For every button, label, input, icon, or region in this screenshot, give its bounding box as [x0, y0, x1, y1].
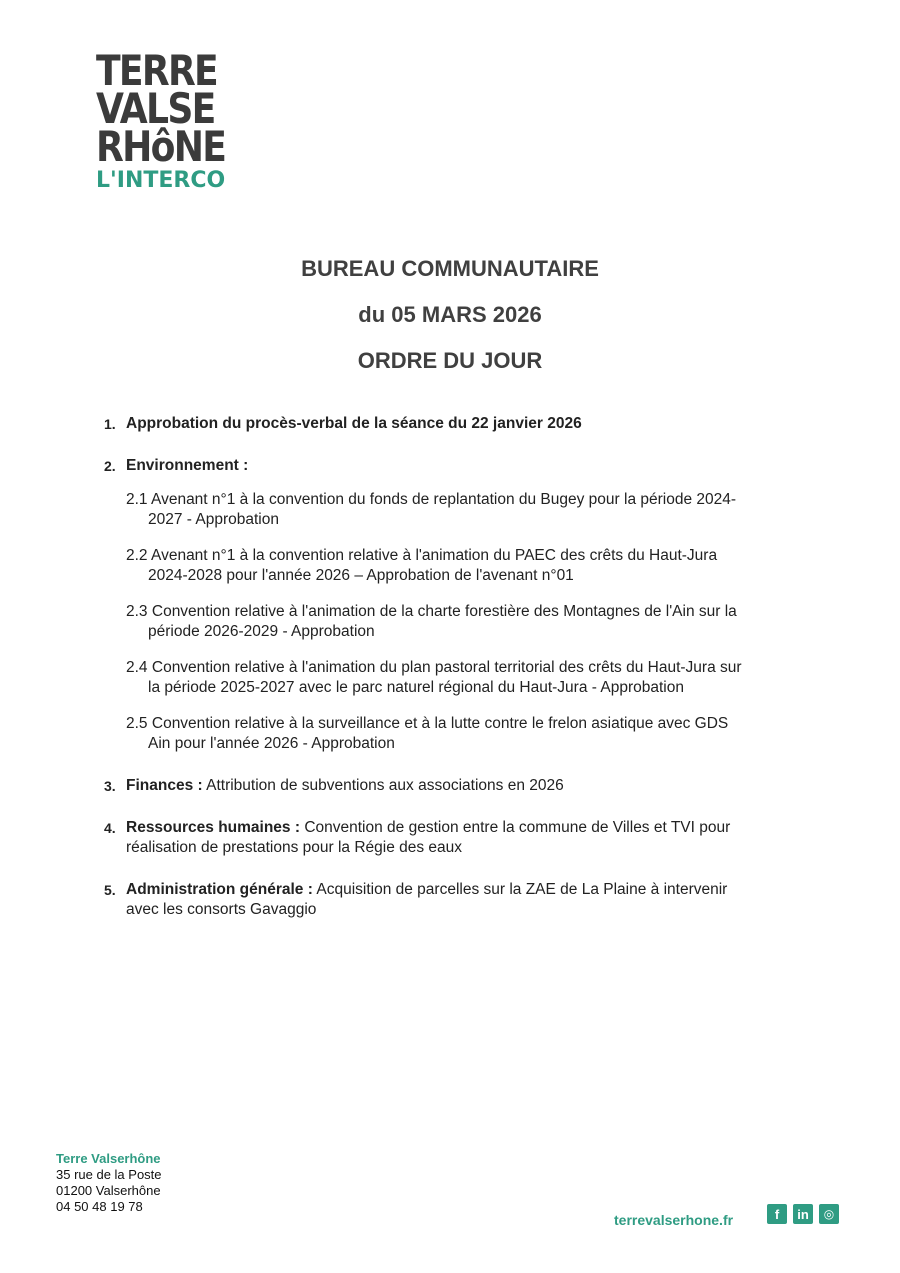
document-subtitle: ORDRE DU JOUR	[357, 348, 543, 373]
logo-line-3: RHôNE	[96, 122, 226, 171]
agenda-item-number: 3.	[104, 778, 116, 794]
document-title: BUREAU COMMUNAUTAIRE	[301, 256, 599, 281]
agenda-item-heading: Finances :	[126, 777, 203, 794]
agenda-list	[104, 414, 794, 942]
agenda-item-number: 5.	[104, 882, 116, 898]
sub-item-2-5	[126, 714, 794, 754]
sub-item-text: Convention relative à l'animation du plan pastoral territorial des crêts du Haut-Jura sur	[151, 659, 742, 676]
sub-item-2-1	[126, 490, 794, 530]
sub-item-text: Avenant n°1 à la convention relative à l'animation du PAEC des crêts du Haut-Jura	[151, 547, 718, 564]
sub-item-number: 2.4	[126, 659, 148, 676]
sub-item-text: Convention relative à la surveillance et à la lutte contre le frelon asiatique avec GDS	[151, 715, 729, 732]
sub-item-number: 2.3	[126, 603, 148, 620]
sub-item-2-3	[126, 602, 794, 642]
agenda-item-number: 2.	[104, 458, 116, 474]
facebook-icon: f	[767, 1204, 787, 1224]
agenda-item-5	[104, 880, 794, 920]
agenda-item-2	[104, 456, 794, 754]
agenda-item-number: 4.	[104, 820, 116, 836]
linkedin-icon: in	[793, 1204, 813, 1224]
sub-item-number: 2.2	[126, 547, 148, 564]
agenda-item-heading: Approbation du procès-verbal de la séance du 22 janvier 2026	[126, 415, 582, 432]
sub-item-continuation: 2024-2028 pour l'année 2026 – Approbation de l'avenant n°01	[148, 567, 574, 584]
agenda-item-text: Attribution de subventions aux associations en 2026	[206, 777, 564, 794]
sub-item-continuation: la période 2025-2027 avec le parc naturel régional du Haut-Jura - Approbation	[148, 679, 684, 696]
agenda-item-continuation: réalisation de prestations pour la Régie des eaux	[126, 839, 463, 856]
social-icons	[767, 1204, 839, 1224]
sub-item-2-2	[126, 546, 794, 586]
sub-item-text: Convention relative à l'animation de la charte forestière des Montagnes de l'Ain sur la	[151, 603, 737, 620]
agenda-item-number: 1.	[104, 416, 116, 432]
footer-city: 01200 Valserhône	[56, 1183, 161, 1198]
instagram-icon: ◎	[819, 1204, 839, 1224]
sub-item-continuation: Ain pour l'année 2026 - Approbation	[148, 735, 395, 752]
footer-street: 35 rue de la Poste	[56, 1167, 162, 1182]
agenda-item-heading: Administration générale :	[126, 881, 313, 898]
logo-line-2: VALSE	[96, 84, 215, 133]
agenda-item-4	[104, 818, 794, 858]
sub-item-number: 2.1	[126, 491, 148, 508]
document-header	[0, 246, 900, 384]
footer-address	[56, 1151, 162, 1215]
logo-interco: L'INTERCO	[96, 168, 226, 193]
sub-item-list	[126, 490, 794, 754]
agenda-item-1	[104, 414, 794, 434]
logo-line-1: TERRE	[96, 46, 218, 95]
sub-item-number: 2.5	[126, 715, 148, 732]
terre-valserhone-logo	[96, 46, 248, 194]
footer-org-name: Terre Valserhône	[56, 1151, 161, 1166]
sub-item-continuation: 2027 - Approbation	[148, 511, 279, 528]
agenda-item-3	[104, 776, 794, 796]
footer-phone: 04 50 48 19 78	[56, 1199, 143, 1214]
sub-item-continuation: période 2026-2029 - Approbation	[148, 623, 375, 640]
agenda-item-text: Acquisition de parcelles sur la ZAE de La Plaine à intervenir	[316, 881, 728, 898]
sub-item-text: Avenant n°1 à la convention du fonds de replantation du Bugey pour la période 2024-	[151, 491, 737, 508]
meeting-date: du 05 MARS 2026	[358, 302, 542, 327]
sub-item-2-4	[126, 658, 794, 698]
agenda-item-continuation: avec les consorts Gavaggio	[126, 901, 317, 918]
agenda-item-text: Convention de gestion entre la commune de Villes et TVI pour	[304, 819, 731, 836]
agenda-item-heading: Environnement :	[126, 457, 249, 474]
footer-website: terrevalserhone.fr	[614, 1212, 734, 1228]
agenda-item-heading: Ressources humaines :	[126, 819, 301, 836]
